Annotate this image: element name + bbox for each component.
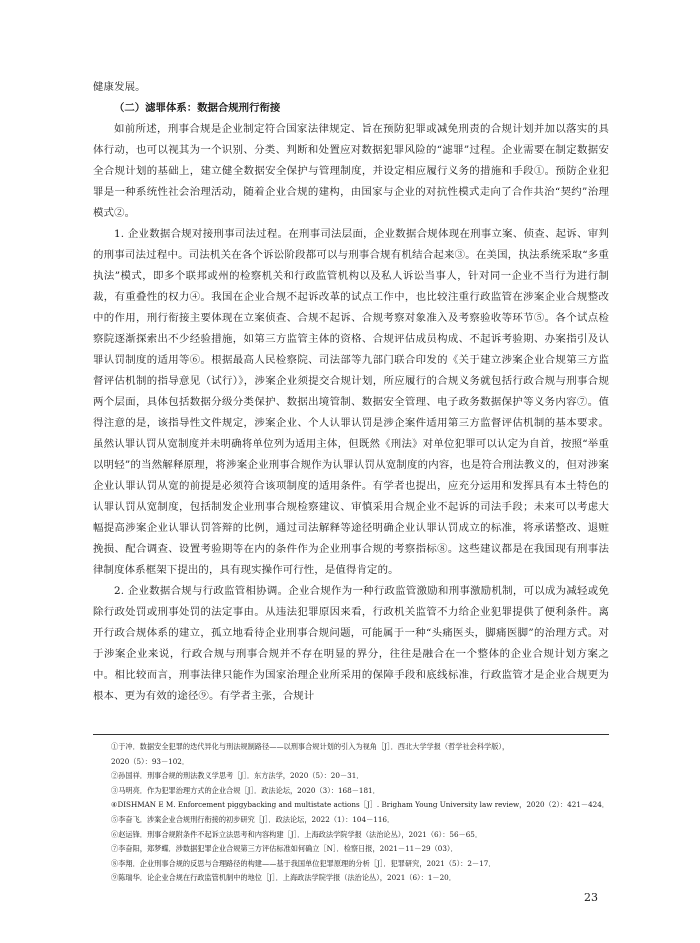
paragraph-opening: 健康发展。: [93, 81, 146, 93]
paragraph-filter-system: 如前所述，刑事合规是企业制定符合国家法律规定、旨在预防犯罪或减免刑责的合规计划并加以落实的具体行动，也可以视其为一个识别、分类、判断和处置应对数据犯罪风险的“滤罪”过程。企业需要在制定数据安全合规计划的基础上，建立健全数据安全保护与管理制度，并设定相应履行义务的措施和手段①。预防企业犯罪是一种系统性社会治理活动，随着企业合规的建构，由国家与企业的对抗性模式走向了合作共治“契约”治理模式②。: [93, 123, 609, 219]
footnote-8: ⑧李翔．企业刑事合规的反思与合理路径的构建——基于我国单位犯罪原理的分析［J］．犯罪研究，2021（5）：2－17．: [111, 858, 496, 868]
section-heading: （二）滤罪体系：数据合规刑行衔接: [114, 102, 281, 114]
footnote-5: ⑤李奋飞．涉案企业合规刑行衔接的初步研究［J］．政法论坛，2022（1）：104－116．: [111, 814, 395, 824]
footnote-9: ⑨陈瑞华．论企业合规在行政监管机制中的地位［J］．上海政法学院学报（法治论丛），2021（6）：1－20．: [111, 873, 456, 883]
footnote-4: ④DISHMAN E M. Enforcement piggybacking and multistate actions［J］. Brigham Young University law review，2020（2）：421－424．: [111, 800, 609, 810]
footnote-6: ⑥赵运锋．刑事合规附条件不起诉立法思考和内容构建［J］．上海政法学院学报（法治论丛），2021（6）：56－65．: [111, 829, 483, 839]
footnote-2: ②孙国祥．刑事合规的刑法教义学思考［J］．东方法学，2020（5）：20－31．: [111, 771, 364, 781]
footnote-7: ⑦李奋阳，郑梦蝶．涉数据犯罪企业合规第三方评估标准如何确立［N］．检察日报，2021－11－29（03）．: [111, 844, 458, 854]
footnotes: [93, 740, 609, 886]
footnote-1-line2: 2020（5）：93－102．: [111, 756, 190, 766]
footnote-3: ③马明亮．作为犯罪治理方式的企业合规［J］．政法论坛，2020（3）：168－181．: [111, 785, 380, 795]
paragraph-criminal-justice: 1. 企业数据合规对接刑事司法过程。在刑事司法层面，企业数据合规体现在刑事立案、侦查、起诉、审判的刑事司法过程中。司法机关在各个诉讼阶段都可以与刑事合规有机结合起来③。在美国，执法系统采取“多重执法”模式，即多个联邦或州的检察机关和行政监管机构以及私人诉讼当事人，针对同一企业不当行为进行制裁，有重叠性的权力④。我国在企业合规不起诉改革的试点工作中，也比较注重行政监管在涉案企业合规整改中的作用，刑行衔接主要体现在立案侦查、合规不起诉、合规考察对象准入及考察验收等环节⑤。各个试点检察院逐渐探索出不少经验措施，如第三方监管主体的资格、合规评估成员构成、不起诉考验期、办案指引及认罪认罚制度的适用等⑥。根据最高人民检察院、司法部等九部门联合印发的《关于建立涉案企业合规第三方监督评估机制的指导意见（试行）》，涉案企业须提交合规计划，所应履行的合规义务就包括行政合规与刑事合规两个层面，具体包括数据分级分类保护、数据出境管制、数据安全管理、电子政务数据保护等义务内容⑦。值得注意的是，该指导性文件规定，涉案企业、个人认罪认罚是涉企案件适用第三方监督评估机制的基本要求。虽然认罪认罚从宽制度并未明确将单位列为适用主体，但既然《刑法》对单位犯罪可以认定为自首，按照“举重以明轻”的当然解释原理，将涉案企业刑事合规作为认罪认罚从宽制度的内容，也是符合刑法教义的，但对涉案企业认罪认罚从宽的前提是必须符合该项制度的适用条件。有学者也提出，应充分运用和发挥具有本土特色的认罪认罚从宽制度，包括制发企业刑事合规检察建议、审慎采用合规企业不起诉的司法手段；未来可以考虑大幅提高涉案企业认罪认罚答辩的比例，通过司法解释等途径明确企业认罪认罚成立的标准，将承诺整改、退赃挽损、配合调查、设置考验期等在内的条件作为企业刑事合规的考察指标⑧。这些建议都是在我国现有刑事法律制度体系框架下提出的，具有现实操作可行性，是值得肯定的。: [93, 228, 609, 576]
page-number: 23: [584, 891, 598, 904]
paragraph-administrative-supervision: 2. 企业数据合规与行政监管相协调。企业合规作为一种行政监管激励和刑事激励机制，可以成为减轻或免除行政处罚或刑事处罚的法定事由。从违法犯罪原因来看，行政机关监管不力给企业犯罪提供了便利条件。离开行政合规体系的建立，孤立地看待企业刑事合规问题，可能属于一种“头痛医头，脚痛医脚”的治理方式。对于涉案企业来说，行政合规与刑事合规并不存在明显的界分，往往是融合在一个整体的企业合规计划方案之中。相比较而言，刑事法律只能作为国家治理企业所采用的保障手段和底线标准，行政监管才是企业合规更为根本、更为有效的途径⑨。有学者主张，合规计: [93, 585, 609, 702]
body-text: [93, 77, 609, 707]
footnote-divider: [93, 734, 609, 735]
footnote-1: [93, 740, 609, 769]
footnote-1-line1: ①于冲．数据安全犯罪的迭代异化与刑法规制路径——以刑事合规计划的引入为视角［J］．西北大学学报（哲学社会科学版），: [111, 742, 510, 751]
